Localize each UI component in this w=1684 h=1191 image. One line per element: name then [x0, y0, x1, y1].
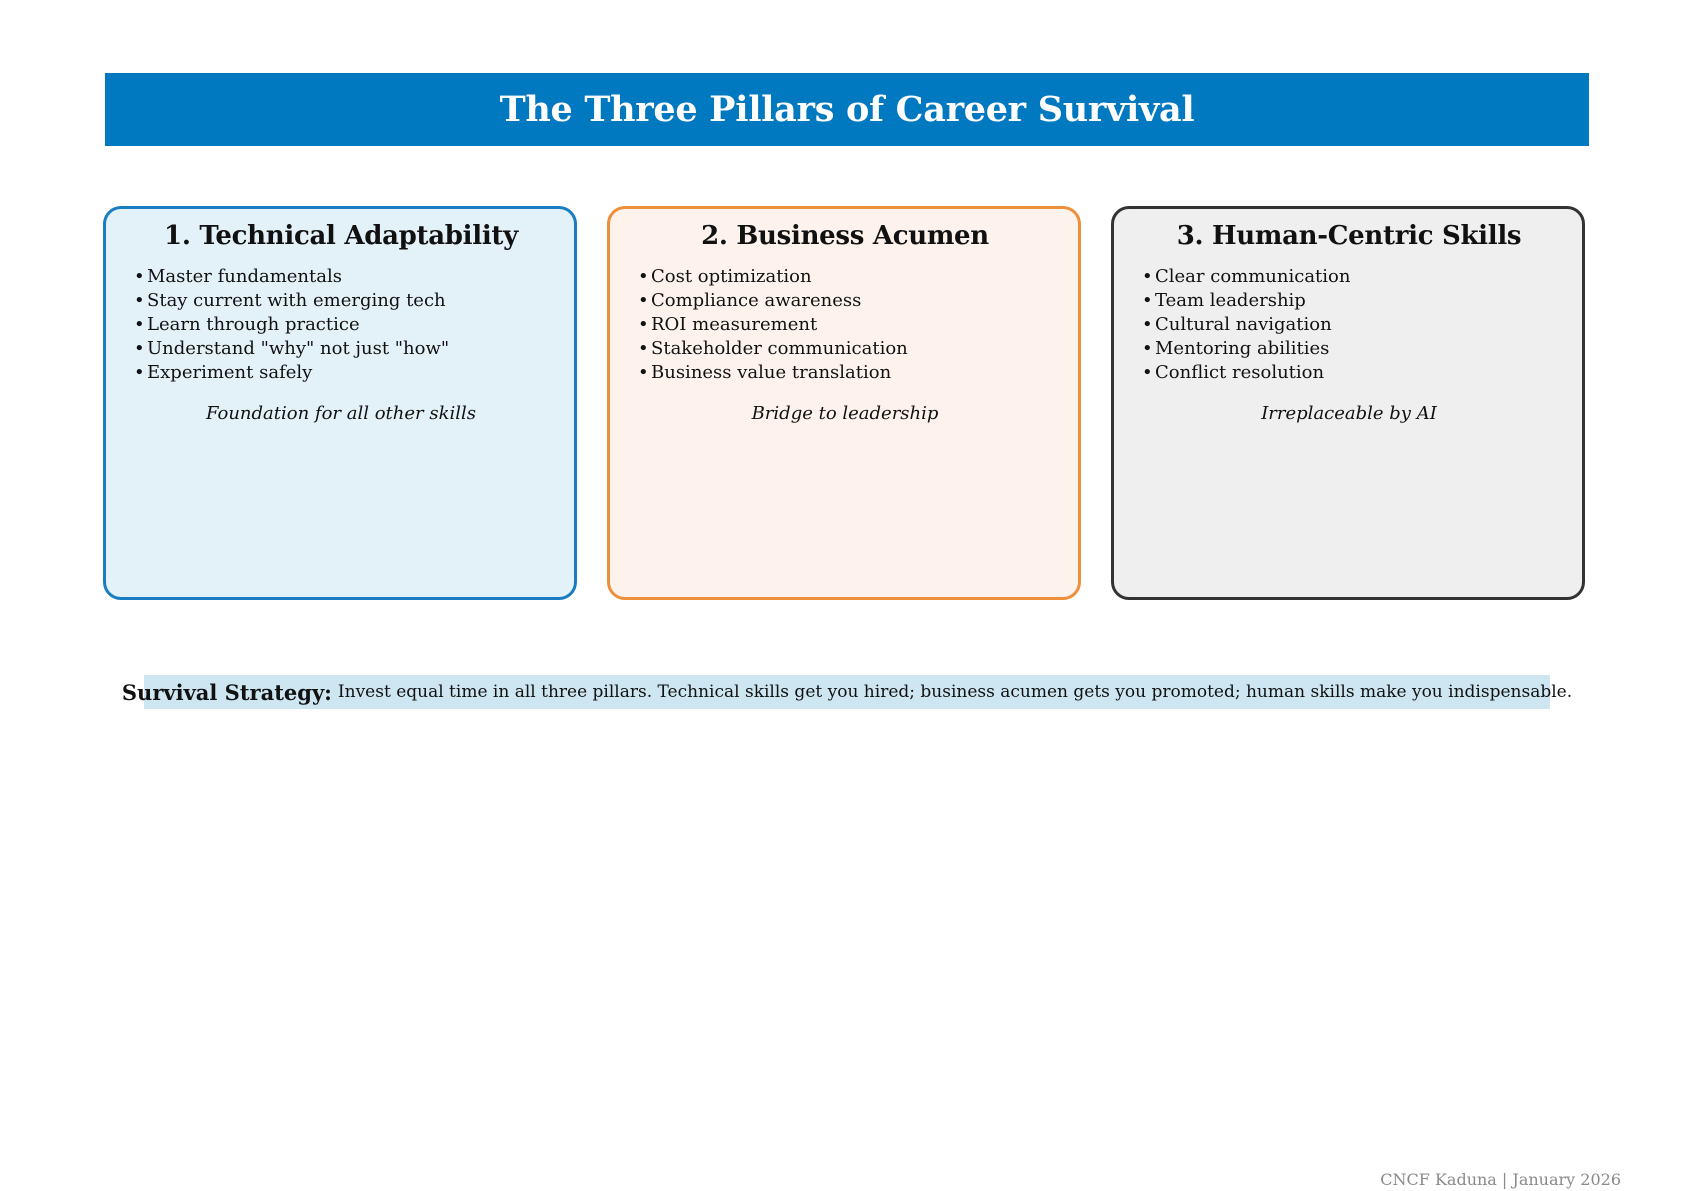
- pillar-card-business: [607, 206, 1081, 600]
- list-item: • Cost optimization: [638, 265, 1052, 289]
- pillar-tagline: Bridge to leadership: [751, 403, 939, 424]
- pillar-list: [134, 265, 548, 385]
- list-item: • Team leadership: [1142, 289, 1556, 313]
- pillar-list: [1142, 265, 1556, 385]
- list-item: • Understand "why" not just "how": [134, 337, 548, 361]
- pillar-title: 3. Human-Centric Skills: [1176, 221, 1522, 251]
- list-item: • Clear communication: [1142, 265, 1556, 289]
- list-item: • Business value translation: [638, 361, 1052, 385]
- list-item: • Learn through practice: [134, 313, 548, 337]
- page-title: The Three Pillars of Career Survival: [499, 89, 1195, 130]
- list-item: • Experiment safely: [134, 361, 548, 385]
- list-item: • Master fundamentals: [134, 265, 548, 289]
- list-item: • Stay current with emerging tech: [134, 289, 548, 313]
- pillar-list: [638, 265, 1052, 385]
- pillar-title: 2. Business Acumen: [701, 221, 989, 251]
- pillar-title: 1. Technical Adaptability: [164, 221, 518, 251]
- list-item: • Compliance awareness: [638, 289, 1052, 313]
- list-item: • Conflict resolution: [1142, 361, 1556, 385]
- list-item: • ROI measurement: [638, 313, 1052, 337]
- title-banner: [105, 73, 1589, 146]
- strategy-text: Invest equal time in all three pillars. Technical skills get you hired; business acumen gets you promoted; human skills make you indispensable.: [337, 682, 1573, 702]
- pillar-card-human: [1111, 206, 1585, 600]
- list-item: • Stakeholder communication: [638, 337, 1052, 361]
- strategy-callout: [121, 675, 1573, 709]
- pillar-card-technical: [103, 206, 577, 600]
- strategy-label: Survival Strategy:: [121, 679, 332, 705]
- pillar-tagline: Irreplaceable by AI: [1261, 403, 1437, 424]
- list-item: • Mentoring abilities: [1142, 337, 1556, 361]
- footer-text: CNCF Kaduna | January 2026: [1380, 1170, 1621, 1189]
- list-item: • Cultural navigation: [1142, 313, 1556, 337]
- pillar-tagline: Foundation for all other skills: [205, 403, 476, 424]
